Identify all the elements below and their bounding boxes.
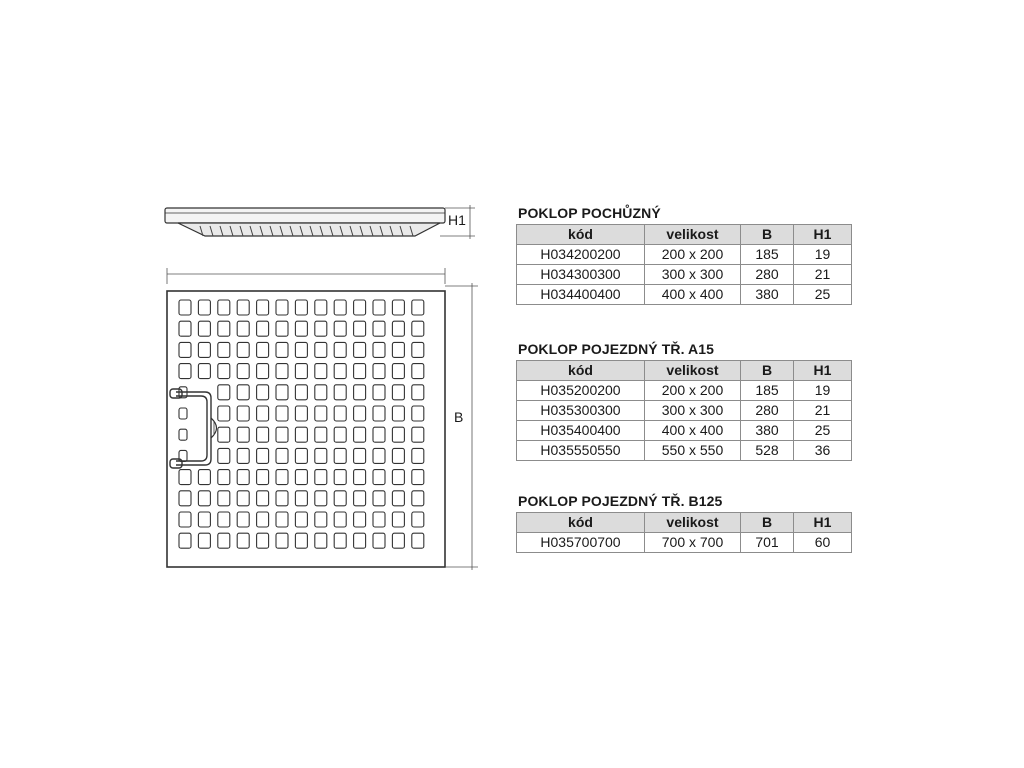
header-velikost: velikost: [645, 361, 741, 381]
table-row: [517, 533, 852, 553]
cell-kod: H035200200: [517, 381, 645, 401]
cell-b: 380: [741, 285, 794, 305]
cell-b: 185: [741, 245, 794, 265]
cell-velikost: 200 x 200: [645, 381, 741, 401]
spec-table: [516, 224, 852, 305]
table-row: [517, 401, 852, 421]
header-b: B: [741, 225, 794, 245]
table-row: [517, 265, 852, 285]
cell-velikost: 550 x 550: [645, 441, 741, 461]
cell-kod: H035400400: [517, 421, 645, 441]
cell-b: 380: [741, 421, 794, 441]
section-title: POKLOP POJEZDNÝ TŘ. A15: [518, 341, 715, 357]
cell-kod: H035700700: [517, 533, 645, 553]
cell-h1: 36: [794, 441, 852, 461]
cell-h1: 25: [794, 421, 852, 441]
header-b: B: [741, 361, 794, 381]
section-title: POKLOP POJEZDNÝ TŘ. B125: [518, 493, 723, 509]
dimension-h1-label: H1: [448, 212, 466, 228]
table-row: [517, 245, 852, 265]
header-kod: kód: [517, 361, 645, 381]
cell-velikost: 300 x 300: [645, 401, 741, 421]
profile-top-lip: [165, 208, 445, 223]
side-profile-view: [165, 208, 445, 236]
table-row: [517, 381, 852, 401]
cell-kod: H034200200: [517, 245, 645, 265]
cell-velikost: 200 x 200: [645, 245, 741, 265]
header-velikost: velikost: [645, 513, 741, 533]
header-kod: kód: [517, 513, 645, 533]
cell-b: 280: [741, 265, 794, 285]
cell-velikost: 400 x 400: [645, 421, 741, 441]
cell-kod: H035300300: [517, 401, 645, 421]
table-header-row: [517, 513, 852, 533]
spec-table: [516, 512, 852, 553]
cell-b: 701: [741, 533, 794, 553]
table-header-row: [517, 225, 852, 245]
table-row: [517, 441, 852, 461]
header-h1: H1: [794, 513, 852, 533]
cell-b: 528: [741, 441, 794, 461]
header-kod: kód: [517, 225, 645, 245]
section-title: POKLOP POCHŮZNÝ: [518, 205, 661, 221]
cell-kod: H034400400: [517, 285, 645, 305]
section-poklop-pojezdny-a15: [516, 341, 851, 461]
cell-h1: 19: [794, 381, 852, 401]
section-poklop-pochuzny: [516, 205, 851, 305]
cell-h1: 21: [794, 265, 852, 285]
cell-velikost: 400 x 400: [645, 285, 741, 305]
header-h1: H1: [794, 225, 852, 245]
table-header-row: [517, 361, 852, 381]
header-b: B: [741, 513, 794, 533]
header-velikost: velikost: [645, 225, 741, 245]
dimension-width: [167, 268, 445, 284]
spec-table: [516, 360, 852, 461]
table-row: [517, 285, 852, 305]
dimension-b: [445, 283, 478, 570]
cell-kod: H034300300: [517, 265, 645, 285]
section-poklop-pojezdny-b125: [516, 493, 851, 553]
cell-kod: H035550550: [517, 441, 645, 461]
cell-b: 280: [741, 401, 794, 421]
plan-outer-frame: [167, 291, 445, 567]
cell-h1: 25: [794, 285, 852, 305]
cell-velikost: 700 x 700: [645, 533, 741, 553]
cell-velikost: 300 x 300: [645, 265, 741, 285]
cell-h1: 21: [794, 401, 852, 421]
header-h1: H1: [794, 361, 852, 381]
plan-view: [167, 291, 445, 567]
cell-h1: 60: [794, 533, 852, 553]
dimension-b-label: B: [454, 409, 464, 425]
cell-b: 185: [741, 381, 794, 401]
cell-h1: 19: [794, 245, 852, 265]
table-row: [517, 421, 852, 441]
cover-technical-drawing: [0, 0, 500, 620]
